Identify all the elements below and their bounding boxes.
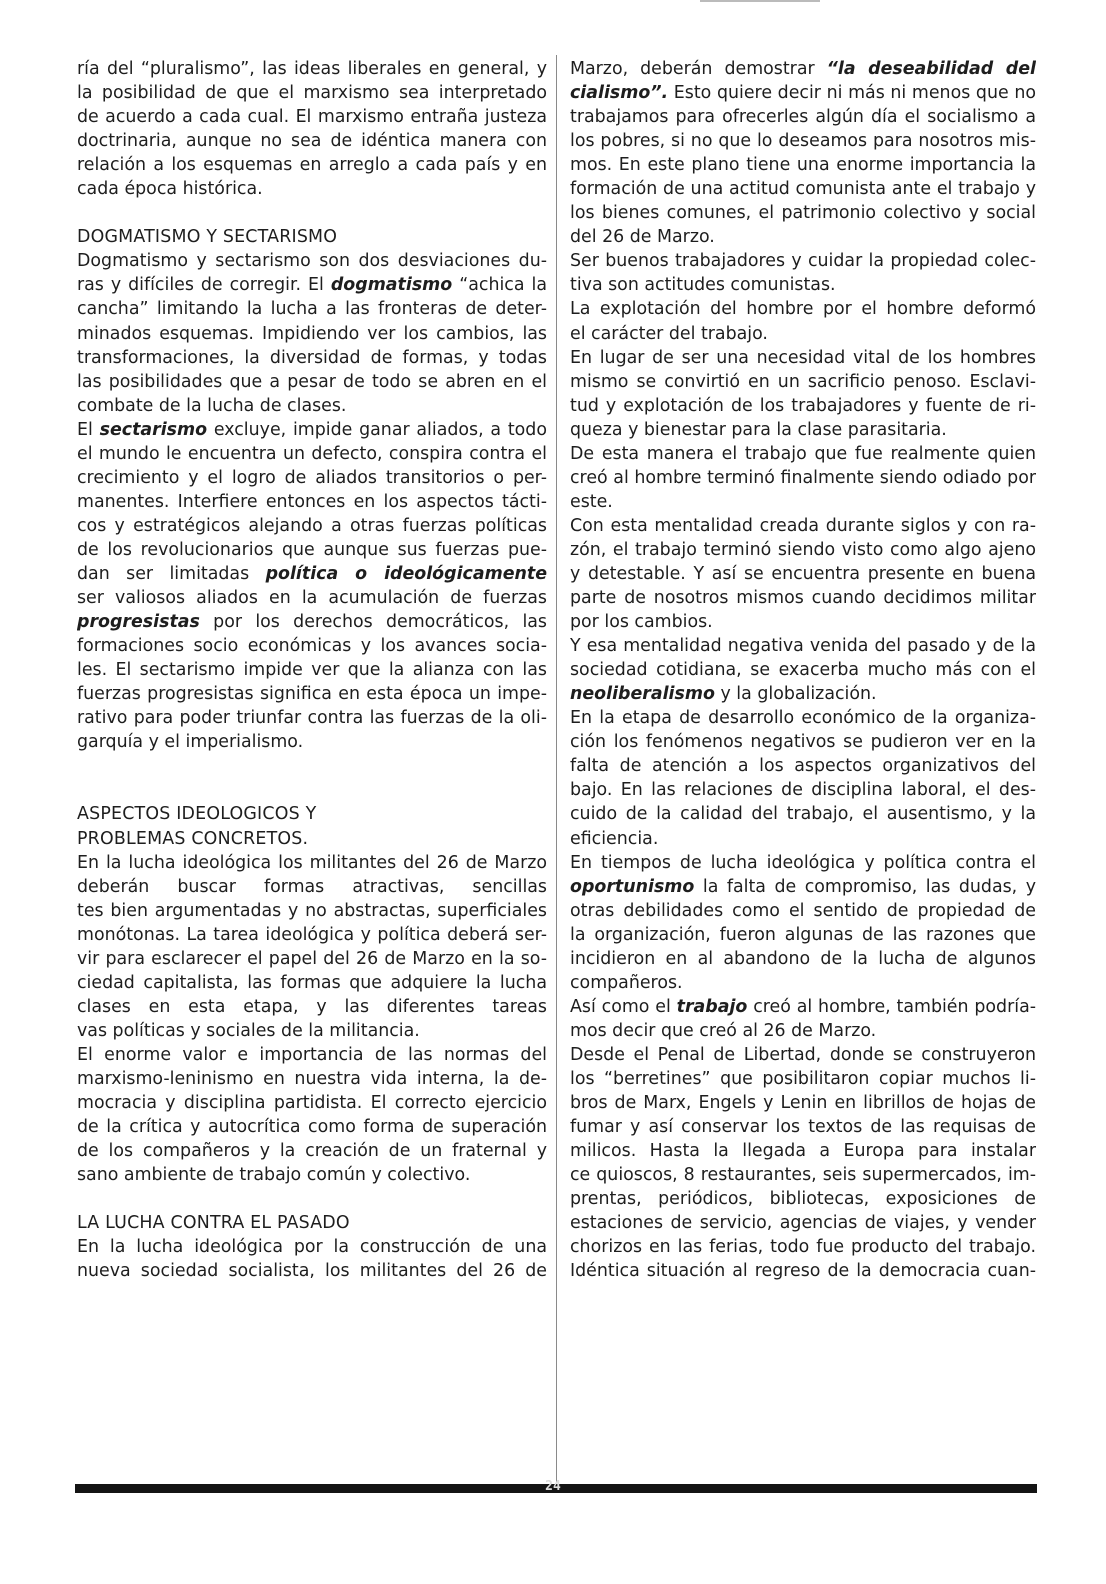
blank-line: [77, 754, 547, 778]
text-line: cancha” limitando la lucha a las fronteras de deter-: [77, 299, 547, 320]
text-line: los pobres, si no que lo deseamos para nosotros mis-: [570, 131, 1036, 152]
text-line: cada época histórica.: [77, 179, 263, 200]
text-line: falta de atención a los aspectos organizativos del: [570, 756, 1036, 777]
text-line: zón, el trabajo terminó siendo visto como algo ajeno: [570, 539, 1036, 560]
text-line: crecimiento y el logro de aliados transitorios o per-: [77, 467, 547, 488]
text-line: ción los fenómenos negativos se pudieron ver en la: [570, 732, 1036, 753]
emphasis-text: trabajo: [676, 996, 748, 1017]
text-line: vir para esclarecer el papel del 26 de Marzo en la so-: [77, 948, 547, 969]
text-line: En tiempos de lucha ideológica y política contra el: [570, 852, 1036, 873]
text-line: formaciones socio económicas y los avances socia-: [77, 636, 547, 657]
text-line: las posibilidades que a pesar de todo se abren en el: [77, 371, 547, 392]
text-line: En la lucha ideológica los militantes del 26 de Marzo: [77, 852, 547, 873]
text-line: Y esa mentalidad negativa venida del pasado y de la: [570, 636, 1036, 657]
column-divider: [556, 55, 557, 1483]
emphasis-text: sectarismo: [99, 419, 208, 440]
text-line: marxismo-leninismo en nuestra vida interna, la de-: [77, 1068, 547, 1089]
blank-line: [77, 201, 547, 225]
text-line: El enorme valor e importancia de las normas del: [77, 1044, 547, 1065]
text-line: incidieron en al abandono de la lucha de algunos: [570, 948, 1036, 969]
text-run: “achica la: [452, 275, 547, 296]
text-run: excluye, impide ganar aliados, a todo: [207, 419, 547, 440]
emphasis-text: progresistas: [77, 612, 200, 633]
text-line: sano ambiente de trabajo común y colectivo.: [77, 1165, 471, 1186]
text-line: tiva son actitudes comunistas.: [570, 275, 836, 296]
text-line: mos. En este plano tiene una enorme importancia la: [570, 155, 1036, 176]
section-heading: DOGMATISMO Y SECTARISMO: [77, 227, 338, 248]
text-line: estaciones de servicio, agencias de viajes, y vender: [570, 1213, 1036, 1234]
top-rule: [700, 0, 820, 2]
section-heading: LA LUCHA CONTRA EL PASADO: [77, 1213, 350, 1234]
text-line: tes bien argumentadas y no abstractas, superficiales: [77, 900, 547, 921]
emphasis-text: dogmatismo: [330, 275, 453, 296]
text-line: manentes. Interfiere entonces en los aspectos tácti-: [77, 491, 547, 512]
text-line: sociedad cotidiana, se exacerba mucho más con el: [570, 660, 1036, 681]
text-line: la posibilidad de que el marxismo sea interpretado: [77, 83, 547, 104]
text-line: garquía y el imperialismo.: [77, 732, 304, 753]
text-line: [77, 273, 547, 297]
section-heading: PROBLEMAS CONCRETOS.: [77, 828, 309, 849]
text-line: mismo se convirtió en un sacrificio penoso. Esclavi-: [570, 371, 1036, 392]
text-line: los “berretines” que posibilitaron copiar muchos li-: [570, 1068, 1036, 1089]
text-line: trabajamos para ofrecerles algún día el socialismo a: [570, 107, 1036, 128]
text-line: el carácter del trabajo.: [570, 323, 768, 344]
text-line: de acuerdo a cada cual. El marxismo entraña justeza: [77, 107, 547, 128]
text-line: En la etapa de desarrollo económico de la organiza-: [570, 708, 1036, 729]
text-line: creó al hombre terminó finalmente siendo odiado por: [570, 467, 1036, 488]
left-column: [77, 57, 547, 1283]
text-line: la organización, fueron algunas de las razones que: [570, 924, 1036, 945]
text-line: [77, 418, 547, 442]
text-line: [570, 875, 1036, 899]
text-line: Desde el Penal de Libertad, donde se construyeron: [570, 1044, 1036, 1065]
text-line: vas políticas y sociales de la militancia.: [77, 1020, 420, 1041]
text-line: queza y bienestar para la clase parasitaria.: [570, 419, 947, 440]
text-line: parte de nosotros mismos cuando decidimos militar: [570, 588, 1036, 609]
text-line: por los cambios.: [570, 612, 713, 633]
text-line: rativo para poder triunfar contra las fuerzas de la oli-: [77, 708, 547, 729]
text-line: de los compañeros y la creación de un fraternal y: [77, 1141, 547, 1162]
text-line: de los revolucionarios que aunque sus fuerzas pue-: [77, 539, 547, 560]
blank-line: [77, 1187, 547, 1211]
text-line: [570, 57, 1036, 81]
text-line: bajo. En las relaciones de disciplina laboral, el des-: [570, 780, 1036, 801]
text-line: deberán buscar formas atractivas, sencillas: [77, 876, 547, 897]
text-line: combate de la lucha de clases.: [77, 395, 347, 416]
text-line: [77, 610, 547, 634]
emphasis-text: política o ideológicamente: [265, 563, 547, 584]
text-line: los bienes comunes, el patrimonio colectivo y social: [570, 203, 1036, 224]
text-line: de la crítica y autocrítica como forma de superación: [77, 1117, 547, 1138]
text-line: compañeros.: [570, 972, 683, 993]
text-line: del 26 de Marzo.: [570, 227, 715, 248]
text-line: nueva sociedad socialista, los militantes del 26 de: [77, 1261, 547, 1282]
text-run: Esto quiere decir ni más ni menos que no: [668, 83, 1036, 104]
text-line: el mundo le encuentra un defecto, conspira contra el: [77, 443, 547, 464]
text-line: les. El sectarismo impide ver que la alianza con las: [77, 660, 547, 681]
text-line: este.: [570, 491, 613, 512]
text-line: De esta manera el trabajo que fue realmente quien: [570, 443, 1036, 464]
text-run: creó al hombre, también podría-: [747, 996, 1036, 1017]
text-line: formación de una actitud comunista ante el trabajo y: [570, 179, 1036, 200]
text-line: ce quioscos, 8 restaurantes, seis supermercados, im-: [570, 1165, 1036, 1186]
text-line: La explotación del hombre por el hombre deformó: [570, 299, 1036, 320]
emphasis-text: neoliberalismo: [570, 684, 715, 705]
text-run: Así como el: [570, 996, 677, 1017]
text-line: mocracia y disciplina partidista. El correcto ejercicio: [77, 1093, 547, 1114]
text-line: clases en esta etapa, y las diferentes tareas: [77, 996, 547, 1017]
text-line: fumar y así conservar los textos de las requisas de: [570, 1117, 1036, 1138]
text-run: y la globalización.: [714, 684, 877, 705]
text-line: prentas, periódicos, bibliotecas, exposiciones de: [570, 1189, 1036, 1210]
text-line: [570, 995, 1036, 1019]
text-line: ría del “pluralismo”, las ideas liberales en general, y: [77, 59, 547, 79]
text-line: [570, 81, 1036, 105]
section-heading: ASPECTOS IDEOLOGICOS Y: [77, 804, 317, 825]
text-line: mos decir que creó al 26 de Marzo.: [570, 1020, 877, 1041]
text-line: transformaciones, la diversidad de formas, y todas: [77, 347, 547, 368]
emphasis-text: cialismo”.: [570, 83, 669, 104]
text-run: dan ser limitadas: [77, 563, 266, 584]
text-line: Idéntica situación al regreso de la democracia cuan-: [570, 1261, 1036, 1282]
text-line: chorizos en las ferias, todo fue producto del trabajo.: [570, 1237, 1036, 1258]
text-line: Con esta mentalidad creada durante siglos y con ra-: [570, 515, 1036, 536]
text-line: [570, 682, 1036, 706]
text-line: relación a los esquemas en arreglo a cada país y en: [77, 155, 547, 176]
text-line: En la lucha ideológica por la construcción de una: [77, 1237, 547, 1258]
page-number: 24: [545, 1479, 561, 1494]
emphasis-text: oportunismo: [570, 876, 695, 897]
emphasis-text: “la deseabilidad del: [826, 59, 1036, 79]
text-line: doctrinaria, aunque no sea de idéntica manera con: [77, 131, 547, 152]
text-line: Ser buenos trabajadores y cuidar la propiedad colec-: [570, 251, 1036, 272]
text-line: otras debilidades como el sentido de propiedad de: [570, 900, 1036, 921]
text-line: cos y estratégicos alejando a otras fuerzas políticas: [77, 515, 547, 536]
text-line: [77, 562, 547, 586]
text-line: ciedad capitalista, las formas que adquiere la lucha: [77, 972, 547, 993]
text-line: eficiencia.: [570, 828, 659, 849]
text-line: y detestable. Y así se encuentra presente en buena: [570, 563, 1036, 584]
text-run: la falta de compromiso, las dudas, y: [694, 876, 1036, 897]
text-line: En lugar de ser una necesidad vital de los hombres: [570, 347, 1036, 368]
blank-line: [77, 778, 547, 802]
text-run: Marzo, deberán demostrar: [570, 59, 827, 79]
text-run: por los derechos democráticos, las: [213, 612, 547, 633]
text-line: Dogmatismo y sectarismo son dos desviaciones du-: [77, 251, 547, 272]
text-line: fuerzas progresistas significa en esta época un impe-: [77, 684, 547, 705]
text-line: ser valiosos aliados en la acumulación de fuerzas: [77, 588, 547, 609]
text-line: monótonas. La tarea ideológica y política deberá ser-: [77, 924, 547, 945]
text-line: minados esquemas. Impidiendo ver los cambios, las: [77, 323, 547, 344]
text-run: ras y difíciles de corregir. El: [77, 275, 331, 296]
text-run: El: [77, 419, 100, 440]
text-line: bros de Marx, Engels y Lenin en librillos de hojas de: [570, 1093, 1036, 1114]
text-line: tud y explotación de los trabajadores y fuente de ri-: [570, 395, 1036, 416]
text-line: cuido de la calidad del trabajo, el ausentismo, y la: [570, 804, 1036, 825]
text-line: milicos. Hasta la llegada a Europa para instalar: [570, 1141, 1036, 1162]
right-column: [570, 57, 1036, 1283]
